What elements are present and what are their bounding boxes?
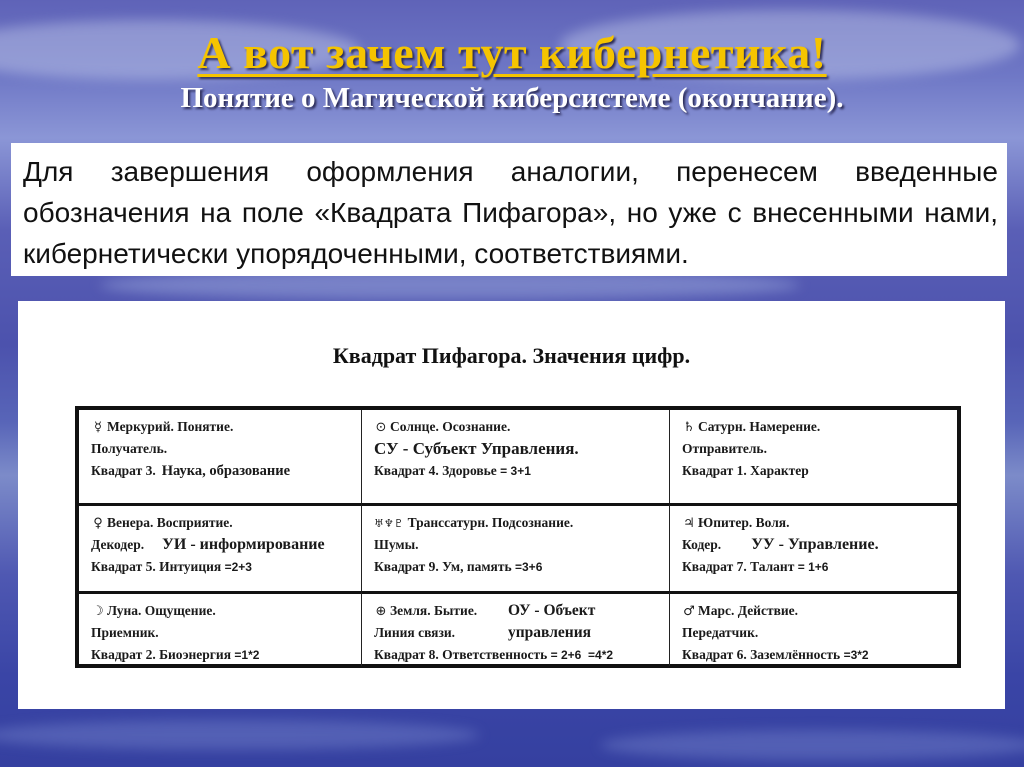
cell-role: Передатчик.	[682, 625, 759, 640]
cell-role: Кодер.	[682, 537, 722, 552]
transsaturn-icon: ♅♆♇	[374, 517, 404, 530]
pythagoras-square-table	[75, 406, 961, 668]
mars-icon: ♂	[683, 604, 695, 619]
cell-heading: Юпитер. Воля.	[698, 515, 790, 530]
table-cell-mercury	[79, 410, 361, 503]
table-title: Квадрат Пифагора. Значения цифр.	[332, 343, 691, 368]
cell-role: СУ - Субъект Управления.	[374, 439, 579, 458]
table-cell-earth	[361, 591, 669, 666]
table-cell-transsaturn	[361, 503, 669, 591]
cell-heading: Луна. Ощущение.	[107, 603, 216, 618]
jupiter-icon: ♃	[683, 516, 695, 531]
cell-formula: =1*2	[234, 648, 260, 662]
table-cell-moon	[79, 591, 361, 666]
earth-icon: ⊕	[375, 604, 387, 619]
cell-role: Отправитель.	[682, 441, 767, 456]
saturn-icon: ♄	[683, 420, 695, 435]
sun-icon: ⊙	[375, 420, 387, 435]
cell-role: Декодер.	[91, 537, 145, 552]
table-cell-mars	[669, 591, 957, 666]
venus-icon: ♀	[93, 516, 103, 531]
table-cell-venus	[79, 503, 361, 591]
mercury-icon: ☿	[94, 420, 102, 435]
cell-formula: =3*2	[843, 648, 869, 662]
cell-control-role: УИ - информирование	[162, 536, 325, 553]
cell-heading: Марс. Действие.	[698, 603, 799, 618]
cell-role: Линия связи.	[374, 625, 456, 640]
cell-control-role: УУ - Управление.	[751, 536, 879, 553]
background-wave	[600, 730, 1024, 760]
moon-icon: ☽	[92, 604, 104, 619]
cell-heading: Солнце. Осознание.	[390, 419, 511, 434]
cell-square-meaning: Наука, образование	[161, 463, 291, 479]
cell-heading: Меркурий. Понятие.	[107, 419, 234, 434]
pythagoras-square-panel	[18, 301, 1005, 709]
cell-role: Шумы.	[374, 537, 419, 552]
table-cell-jupiter	[669, 503, 957, 591]
intro-text-box	[11, 143, 1007, 276]
cell-heading: Венера. Восприятие.	[107, 515, 233, 530]
cell-square: Квадрат 5. Интуиция	[91, 559, 222, 574]
background-wave	[0, 720, 480, 750]
cell-formula: = 2+6 =4*2	[550, 648, 614, 662]
cell-control-role: ОУ - Объект	[508, 602, 596, 619]
cell-formula: =3+6	[515, 560, 543, 574]
table-cell-sun	[361, 410, 669, 503]
cell-square: Квадрат 4. Здоровье	[374, 463, 497, 478]
table-cell-saturn	[669, 410, 957, 503]
cell-role: Приемник.	[91, 625, 159, 640]
cell-square: Квадрат 6. Заземлённость	[682, 647, 841, 662]
cell-formula: = 1+6	[797, 560, 829, 574]
slide-title: А вот зачем тут кибернетика!	[197, 27, 827, 78]
cell-formula: =2+3	[224, 560, 252, 574]
cell-square: Квадрат 3.	[91, 463, 156, 478]
cell-square: Квадрат 7. Талант	[682, 559, 795, 574]
cell-formula: = 3+1	[500, 464, 531, 478]
cell-square: Квадрат 1. Характер	[682, 463, 809, 478]
cell-heading: Земля. Бытие.	[390, 603, 478, 618]
cell-role: Получатель.	[91, 441, 168, 456]
cell-square: Квадрат 9. Ум, память	[374, 559, 512, 574]
cell-control-role-cont: управления	[508, 624, 592, 641]
cell-square: Квадрат 8. Ответственность	[374, 647, 548, 662]
cell-heading: Сатурн. Намерение.	[698, 419, 821, 434]
intro-paragraph: Для завершения оформления аналогии, перенесем введенные обозначения на поле «Квадрата Пифагора», но уже с внесенными нами, кибернетически упорядоченными, соответствиями.	[23, 156, 998, 269]
slide-subtitle: Понятие о Магической киберсистеме (окончание).	[180, 82, 844, 114]
cell-heading: Транссатурн. Подсознание.	[407, 515, 574, 530]
cell-square: Квадрат 2. Биоэнергия	[91, 647, 232, 662]
